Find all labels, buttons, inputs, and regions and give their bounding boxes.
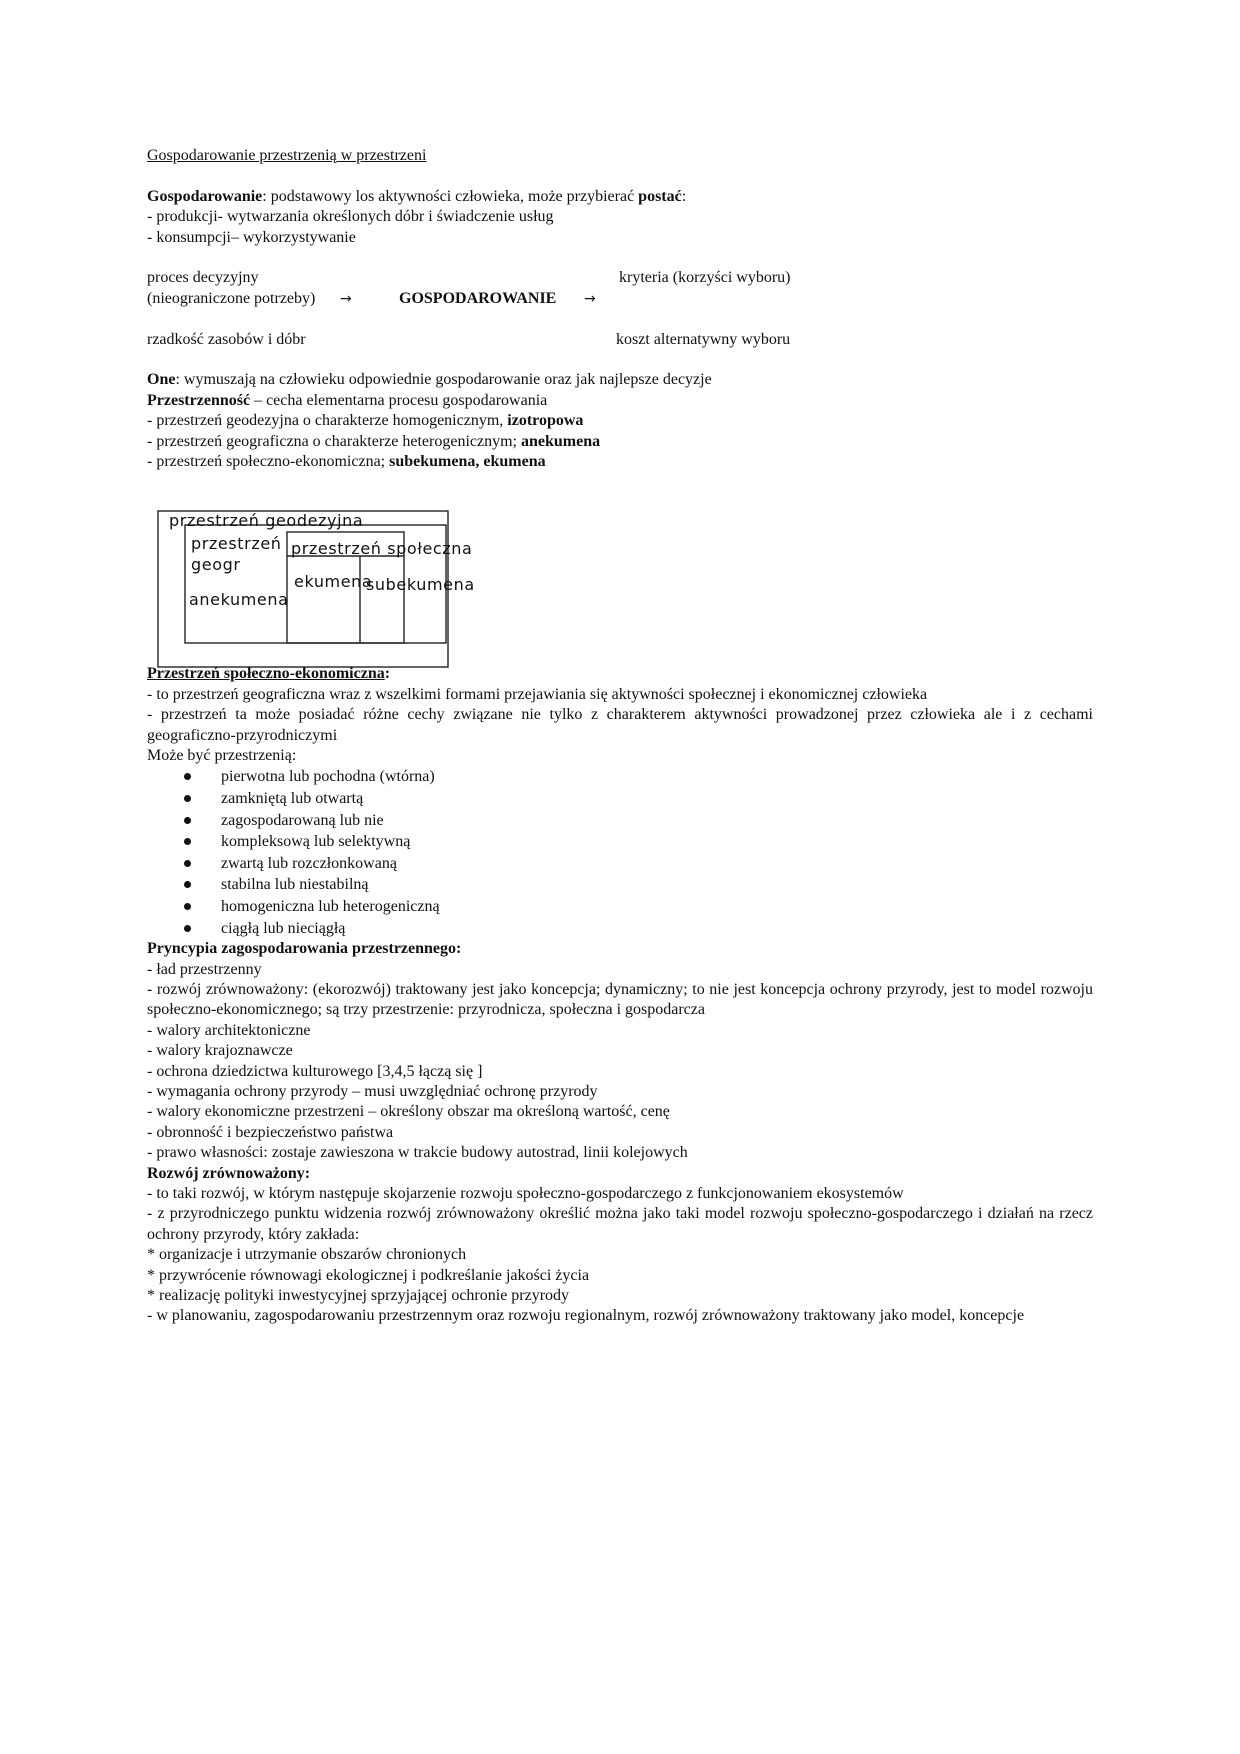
bullet-icon [184, 925, 191, 932]
arrow-right-icon: → [584, 290, 596, 307]
bullet-icon [184, 838, 191, 845]
bullet-icon [184, 795, 191, 802]
list-item: kompleksową lub selektywną [147, 831, 1093, 853]
list-item: - przestrzeń społeczno-ekonomiczna; subekumena, ekumena [147, 452, 546, 470]
paragraph: Może być przestrzenią: [147, 747, 297, 765]
list-item: - walory ekonomiczne przestrzeni – określony obszar ma określoną wartość, cenę [147, 1103, 670, 1121]
section-heading: Pryncypia zagospodarowania przestrzennego: [147, 940, 462, 958]
list-item: - walory architektoniczne [147, 1021, 311, 1039]
paragraph: - przestrzeń ta może posiadać różne cechy związane nie tylko z charakterem aktywności prowadzonej przez człowieka ale i z cechami geograficzno-przyrodniczymi [147, 706, 1093, 744]
paragraph: - to przestrzeń geograficzna wraz z wszelkimi formami przejawiania się aktywności społecznej i ekonomicznej człowieka [147, 685, 928, 703]
section-heading: Przestrzeń społeczno-ekonomiczna: [147, 665, 391, 683]
label-ecumene: ekumena [294, 572, 373, 591]
list-item: homogeniczna lub heterogeniczną [147, 896, 1093, 918]
label-geographic: przestrzeń [191, 534, 282, 553]
list-item: - prawo własności: zostaje zawieszona w trakcie budowy autostrad, linii kolejowych [147, 1144, 688, 1162]
list-item: stabilna lub niestabilną [147, 874, 1093, 896]
list-item: - z przyrodniczego punktu widzenia rozwój zrównoważony określić można jako taki model rozwoju społeczno-gospodarczego i działań na rzecz ochrony przyrody, który zakłada: [147, 1205, 1093, 1243]
space-diagram [140, 508, 520, 668]
bullet-icon [184, 817, 191, 824]
scheme-row-1 [147, 268, 1093, 288]
gospodarowanie-definition: Gospodarowanie: podstawowy los aktywności człowieka, może przybierać postać: [147, 187, 687, 205]
scheme-scarcity: rzadkość zasobów i dóbr [147, 330, 306, 348]
scheme-decision-process: proces decyzyjny [147, 269, 259, 287]
bullet-list [147, 766, 1093, 939]
label-subecumene: subekumena [366, 575, 475, 594]
list-item: - wymagania ochrony przyrody – musi uwzględniać ochronę przyrody [147, 1083, 598, 1101]
list-item: - przestrzeń geograficzna o charakterze heterogenicznym; anekumena [147, 432, 601, 450]
label-anecumene: anekumena [189, 590, 289, 609]
list-item: - w planowaniu, zagospodarowaniu przestrzennym oraz rozwoju regionalnym, rozwój zrównoważony traktowany jako model, koncepcje [147, 1307, 1025, 1325]
list-item: - konsumpcji– wykorzystywanie [147, 228, 356, 246]
przestrzennosc-definition: Przestrzenność – cecha elementarna procesu gospodarowania [147, 391, 548, 409]
label-geographic-2: geogr [191, 555, 241, 574]
scheme-row-2 [147, 289, 1093, 309]
bullet-icon [184, 773, 191, 780]
list-item: - przestrzeń geodezyjna o charakterze homogenicznym, izotropowa [147, 412, 584, 430]
list-item: - ład przestrzenny [147, 960, 262, 978]
bullet-icon [184, 860, 191, 867]
list-item: zamkniętą lub otwartą [147, 788, 1093, 810]
list-item: - produkcji- wytwarzania określonych dóbr i świadczenie usług [147, 208, 554, 226]
label-social: przestrzeń społeczna [291, 539, 473, 558]
list-item: zwartą lub rozczłonkowaną [147, 853, 1093, 875]
scheme-center: GOSPODAROWANIE [399, 289, 557, 307]
list-item: zagospodarowaną lub nie [147, 810, 1093, 832]
scheme-criteria: kryteria (korzyści wyboru) [619, 269, 791, 287]
bullet-icon [184, 903, 191, 910]
arrow-right-icon: → [340, 290, 352, 307]
label-geodetic: przestrzeń geodezyjna [169, 511, 364, 530]
list-item: pierwotna lub pochodna (wtórna) [147, 766, 1093, 788]
one-statement: One: wymuszają na człowieku odpowiednie gospodarowanie oraz jak najlepsze decyzje [147, 371, 712, 389]
list-item: ciągłą lub nieciągłą [147, 918, 1093, 940]
scheme-row-3 [147, 330, 1093, 350]
page-title: Gospodarowanie przestrzenią w przestrzeni [147, 147, 427, 164]
list-item: - obronność i bezpieczeństwo państwa [147, 1123, 394, 1141]
scheme-cost: koszt alternatywny wyboru [616, 330, 791, 348]
list-item: - rozwój zrównoważony: (ekorozwój) traktowany jest jako koncepcja; dynamiczny; to nie jest koncepcja ochrony przyrody, jest to model rozwoju społeczno-ekonomicznego; są trzy przestrzenie: przyrodnicza, społeczna i gospodarcza [147, 980, 1093, 1019]
list-item: - ochrona dziedzictwa kulturowego [3,4,5 łączą się ] [147, 1062, 483, 1080]
bullet-icon [184, 881, 191, 888]
list-item: * przywrócenie równowagi ekologicznej i podkreślanie jakości życia [147, 1266, 590, 1284]
list-item: * realizację polityki inwestycyjnej sprzyjającej ochronie przyrody [147, 1287, 570, 1305]
list-item: - to taki rozwój, w którym następuje skojarzenie rozwoju społeczno-gospodarczego z funkcjonowaniem ekosystemów [147, 1185, 904, 1203]
list-item: * organizacje i utrzymanie obszarów chronionych [147, 1246, 467, 1264]
list-item: - walory krajoznawcze [147, 1042, 293, 1060]
section-heading: Rozwój zrównoważony: [147, 1164, 311, 1182]
scheme-needs: (nieograniczone potrzeby) [147, 289, 316, 307]
document-body [147, 146, 1093, 1327]
